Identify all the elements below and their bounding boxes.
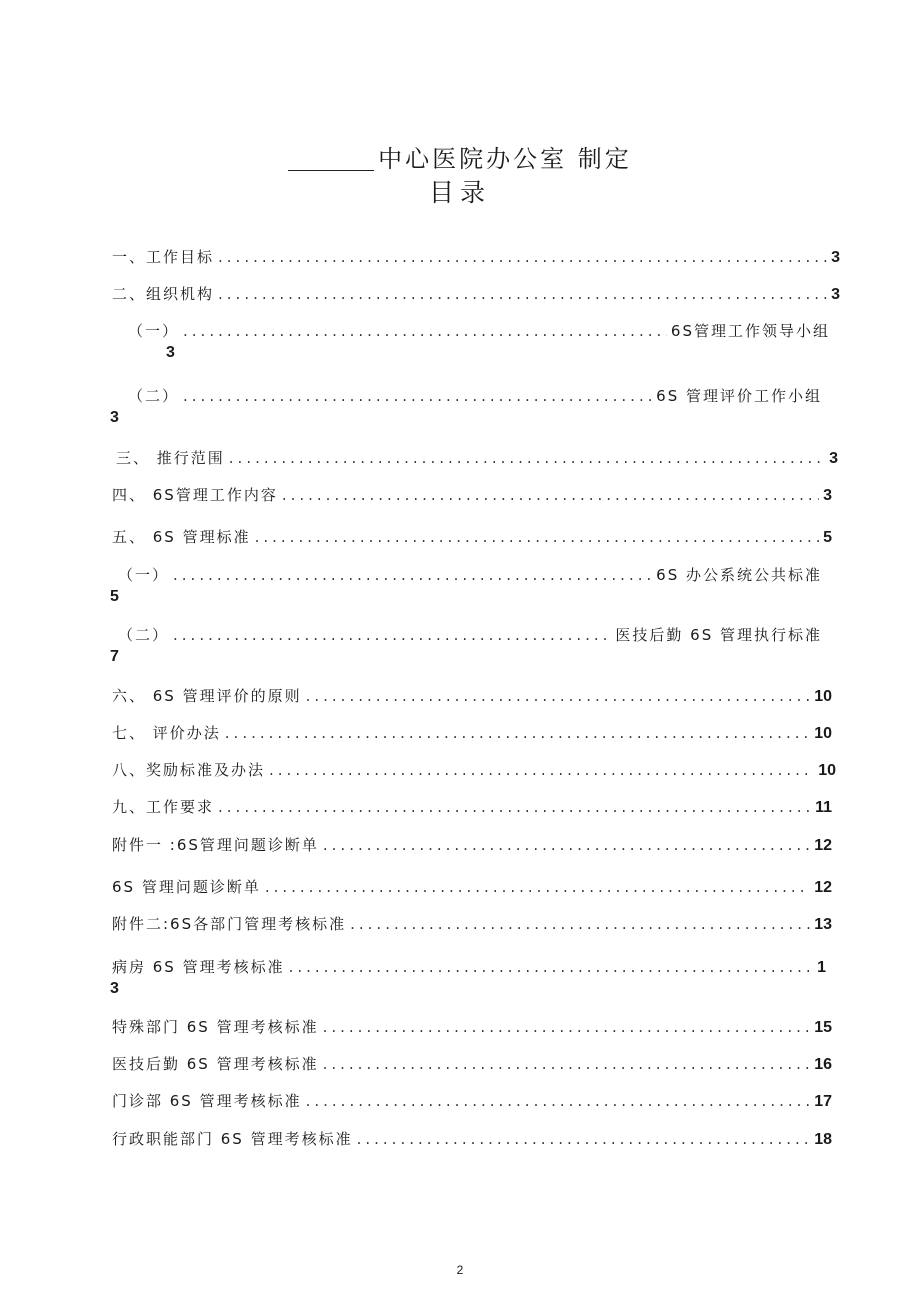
toc-leader-dots	[282, 485, 819, 505]
toc-line	[112, 914, 832, 935]
toc-page-number: 1	[817, 959, 826, 976]
toc-entry-label: 附件一 :6S管理问题诊断单	[112, 836, 319, 854]
toc-page-number: 10	[814, 725, 832, 742]
toc-entry-suffix: 6S 管理评价工作小组	[656, 387, 822, 405]
toc-leader-dots	[218, 284, 827, 304]
toc-entry[interactable]	[0, 284, 920, 304]
toc-line	[112, 1091, 832, 1112]
toc-leader-dots	[289, 957, 813, 977]
toc-entry-suffix: 6S管理工作领导小组	[670, 322, 830, 340]
toc-line	[112, 527, 832, 548]
toc-entry[interactable]	[0, 1017, 920, 1037]
toc-entry[interactable]	[0, 386, 920, 426]
toc-entry[interactable]	[0, 723, 920, 743]
toc-line	[112, 797, 832, 818]
toc-entry-label: 6S 管理问题诊断单	[112, 878, 261, 896]
toc-entry[interactable]	[0, 1129, 920, 1149]
toc-entry-label: 一、工作目标	[112, 248, 215, 266]
toc-leader-dots	[218, 797, 811, 817]
toc-entry-suffix: 医技后勤 6S 管理执行标准	[615, 626, 822, 644]
toc-entry[interactable]	[0, 877, 920, 897]
header-blank-line	[288, 148, 374, 171]
document-header	[0, 144, 920, 174]
toc-line	[112, 485, 832, 506]
toc-entry-label: 三、 推行范围	[116, 449, 225, 467]
toc-entry-label: 六、 6S 管理评价的原则	[112, 687, 302, 705]
toc-leader-dots	[229, 448, 825, 468]
toc-line	[116, 448, 838, 469]
toc-page-number: 12	[814, 879, 832, 896]
toc-line	[112, 1017, 832, 1038]
toc-page-number-wrapped: 3	[110, 980, 119, 997]
toc-page-number: 17	[814, 1093, 832, 1110]
toc-line	[112, 686, 832, 707]
toc-entry-label: 二、组织机构	[112, 285, 215, 303]
toc-entry[interactable]	[0, 686, 920, 706]
toc-entry-label: 四、 6S管理工作内容	[112, 486, 278, 504]
toc-entry[interactable]	[0, 914, 920, 934]
toc-entry-label: （一）	[118, 566, 170, 584]
toc-leader-dots	[265, 877, 810, 897]
toc-entry-label: 九、工作要求	[112, 798, 215, 816]
toc-page-number: 3	[831, 249, 840, 266]
toc-entry[interactable]	[0, 835, 920, 855]
toc-line	[112, 247, 840, 268]
toc-entry-label: 五、 6S 管理标准	[112, 528, 251, 546]
toc-page-number-wrapped: 3	[110, 409, 119, 426]
toc-entry-label: （二）	[128, 387, 180, 405]
toc-entry-label: 附件二:6S各部门管理考核标准	[112, 915, 347, 933]
toc-leader-dots	[183, 321, 667, 341]
toc-page-number: 10	[814, 688, 832, 705]
toc-line	[118, 565, 822, 585]
toc-leader-dots	[323, 1054, 811, 1074]
toc-leader-dots	[218, 247, 827, 267]
toc-line	[112, 284, 840, 305]
toc-entry[interactable]	[0, 1091, 920, 1111]
toc-entry[interactable]	[0, 625, 920, 665]
toc-page-number: 3	[829, 450, 838, 467]
toc-leader-dots	[323, 1017, 811, 1037]
toc-title: 目录	[428, 178, 491, 207]
toc-entry[interactable]	[0, 797, 920, 817]
toc-leader-dots	[306, 1091, 811, 1111]
toc-entry[interactable]	[0, 247, 920, 267]
toc-line	[112, 877, 832, 898]
toc-leader-dots	[173, 625, 611, 645]
toc-leader-dots	[255, 527, 819, 547]
toc-entry[interactable]	[0, 565, 920, 605]
toc-page-number-wrapped: 3	[166, 344, 175, 361]
toc-entry[interactable]	[0, 760, 920, 780]
toc-page-number-wrapped: 5	[110, 588, 119, 605]
toc-page-number: 3	[831, 286, 840, 303]
toc-entry[interactable]	[0, 485, 920, 505]
toc-entry-label: 医技后勤 6S 管理考核标准	[112, 1055, 319, 1073]
toc-page-number: 5	[823, 529, 832, 546]
toc-page-number: 3	[823, 487, 832, 504]
toc-page-number: 10	[818, 762, 836, 779]
toc-leader-dots	[269, 760, 814, 780]
toc-page-number: 12	[814, 837, 832, 854]
toc-leader-dots	[225, 723, 810, 743]
toc-line	[118, 625, 822, 645]
toc-entry[interactable]	[0, 1054, 920, 1074]
page-number: 2	[456, 1263, 464, 1277]
toc-entry-label: 特殊部门 6S 管理考核标准	[112, 1018, 319, 1036]
toc-entry[interactable]	[0, 448, 920, 468]
toc-line	[112, 760, 836, 781]
toc-entry-label: 行政职能部门 6S 管理考核标准	[112, 1130, 353, 1148]
toc-line	[128, 321, 830, 341]
toc-entry-label: 七、 评价办法	[112, 724, 221, 742]
toc-entry-label: （二）	[118, 626, 170, 644]
toc-entry-label: 病房 6S 管理考核标准	[112, 958, 285, 976]
toc-entry[interactable]	[0, 527, 920, 547]
toc-entry-label: 门诊部 6S 管理考核标准	[112, 1092, 302, 1110]
toc-entry-label: 八、奖励标准及办法	[112, 761, 266, 779]
toc-entry[interactable]	[0, 957, 920, 997]
toc-leader-dots	[350, 914, 810, 934]
toc-leader-dots	[173, 565, 652, 585]
toc-page-number: 15	[814, 1019, 832, 1036]
toc-entry-suffix: 6S 办公系统公共标准	[656, 566, 822, 584]
toc-line	[112, 957, 826, 978]
toc-line	[112, 835, 832, 856]
toc-line	[112, 723, 832, 744]
toc-page-number: 16	[814, 1056, 832, 1073]
header-text: 中心医院办公室 制定	[378, 145, 632, 173]
toc-page-number: 18	[814, 1131, 832, 1148]
toc-line	[112, 1054, 832, 1075]
toc-line	[128, 386, 822, 406]
toc-entry[interactable]	[0, 321, 920, 361]
toc-entry-label: （一）	[128, 322, 180, 340]
toc-leader-dots	[357, 1129, 811, 1149]
toc-leader-dots	[183, 386, 652, 406]
toc-leader-dots	[306, 686, 811, 706]
toc-line	[112, 1129, 832, 1150]
toc-page-number: 11	[815, 799, 832, 816]
toc-leader-dots	[323, 835, 810, 855]
toc-page-number: 13	[814, 916, 832, 933]
toc-page-number-wrapped: 7	[110, 648, 119, 665]
